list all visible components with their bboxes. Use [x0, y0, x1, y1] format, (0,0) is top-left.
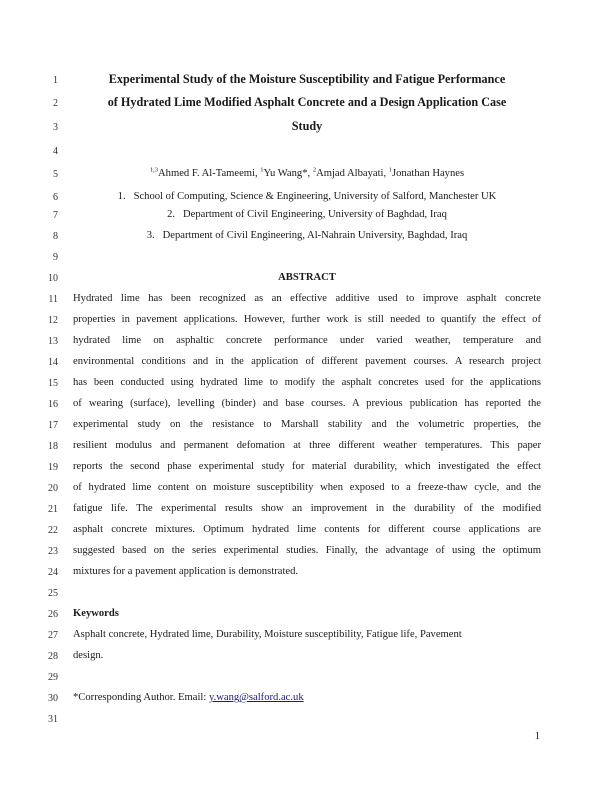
abstract-line: resilient modulus and permanent defomation at three different weather temperatures. This paper — [73, 440, 541, 451]
author-affiliation-sup: 1 — [260, 166, 264, 174]
author-affiliation-sup: 1 — [388, 166, 393, 174]
abstract-line: experimental study on the resistance to Marshall stability and the volumetric properties, the — [73, 419, 541, 430]
author-affiliation-sup: 1,3 — [149, 166, 159, 174]
abstract-line: mixtures for a pavement application is demonstrated. — [73, 566, 299, 577]
affiliation-line: 1. School of Computing, Science & Engineering, University of Salford, Manchester UK — [117, 191, 497, 202]
line-number: 17 — [48, 420, 58, 431]
abstract-line: asphalt concrete mixtures. Optimum hydrated lime contents for different course applications are — [73, 524, 541, 535]
author-name: Yu Wang*, — [263, 168, 311, 179]
line-number: 28 — [48, 651, 58, 662]
abstract-line: has been conducted using hydrated lime to modify the asphalt concretes used for the applications — [73, 377, 541, 388]
line-number: 22 — [48, 525, 58, 536]
abstract-line: of wearing (surface), levelling (binder) and base courses. A previous publication has reported the — [73, 398, 541, 409]
author-list — [73, 167, 541, 180]
line-number: 6 — [53, 192, 58, 203]
line-number: 5 — [53, 169, 58, 180]
line-number: 11 — [48, 294, 58, 305]
abstract-line: reports the second phase experimental study for material durability, which investigated the effect — [73, 461, 541, 472]
affiliation-line: 2. Department of Civil Engineering, University of Baghdad, Iraq — [167, 209, 447, 220]
author-affiliation-sup: 2 — [312, 166, 317, 174]
line-number: 8 — [53, 231, 58, 242]
line-number: 15 — [48, 378, 58, 389]
keywords-line: design. — [73, 650, 104, 661]
abstract-heading: ABSTRACT — [278, 272, 336, 283]
author-name: Jonathan Haynes — [392, 168, 465, 179]
keywords-heading: Keywords — [73, 608, 119, 619]
line-number: 21 — [48, 504, 58, 515]
line-number: 10 — [48, 273, 58, 284]
line-number: 4 — [53, 146, 58, 157]
abstract-line: hydrated lime on asphaltic concrete performance under varied weather, temperature and — [73, 335, 541, 346]
line-number: 7 — [53, 210, 58, 221]
line-number: 30 — [48, 693, 58, 704]
keywords-line: Asphalt concrete, Hydrated lime, Durability, Moisture susceptibility, Fatigue life, Pavement — [73, 629, 462, 640]
abstract-line: suggested based on the series experimental studies. Finally, the advantage of using the optimum — [73, 545, 541, 556]
corresponding-email-link[interactable]: y.wang@salford.ac.uk — [208, 692, 304, 703]
page-number: 1 — [534, 731, 540, 742]
line-number: 25 — [48, 588, 58, 599]
line-number: 13 — [48, 336, 58, 347]
line-number: 2 — [53, 98, 58, 109]
line-number: 19 — [48, 462, 58, 473]
line-number: 31 — [48, 714, 58, 725]
abstract-line: properties in pavement applications. However, further work is still needed to quantify the effect of — [73, 314, 541, 325]
author-name: Amjad Albayati, — [316, 168, 387, 179]
affiliation-line: 3. Department of Civil Engineering, Al-Nahrain University, Baghdad, Iraq — [146, 230, 468, 241]
corresponding-author — [73, 691, 541, 704]
line-number: 16 — [48, 399, 58, 410]
line-number: 20 — [48, 483, 58, 494]
corresponding-label: *Corresponding Author. Email: — [73, 692, 207, 703]
abstract-line: environmental conditions and in the application of different pavement courses. A research project — [73, 356, 541, 367]
line-number: 12 — [48, 315, 58, 326]
line-number: 27 — [48, 630, 58, 641]
abstract-line: of hydrated lime content on moisture susceptibility when exposed to a freeze-thaw cycle, and the — [73, 482, 541, 493]
line-number: 24 — [48, 567, 58, 578]
title-line: of Hydrated Lime Modified Asphalt Concrete and a Design Application Case — [107, 95, 507, 109]
line-number: 1 — [53, 75, 58, 86]
line-number: 14 — [48, 357, 58, 368]
line-number: 29 — [48, 672, 58, 683]
abstract-line: fatigue life. The experimental results show an improvement in the durability of the modified — [73, 503, 541, 514]
author-name: Ahmed F. Al-Tameemi, — [158, 168, 258, 179]
title-line: Experimental Study of the Moisture Susceptibility and Fatigue Performance — [108, 72, 506, 86]
abstract-line: Hydrated lime has been recognized as an effective additive used to improve asphalt concrete — [73, 293, 541, 304]
title-line: Study — [291, 119, 323, 133]
line-number: 9 — [53, 252, 58, 263]
line-number: 23 — [48, 546, 58, 557]
line-number: 26 — [48, 609, 58, 620]
line-number: 18 — [48, 441, 58, 452]
line-number: 3 — [53, 122, 58, 133]
